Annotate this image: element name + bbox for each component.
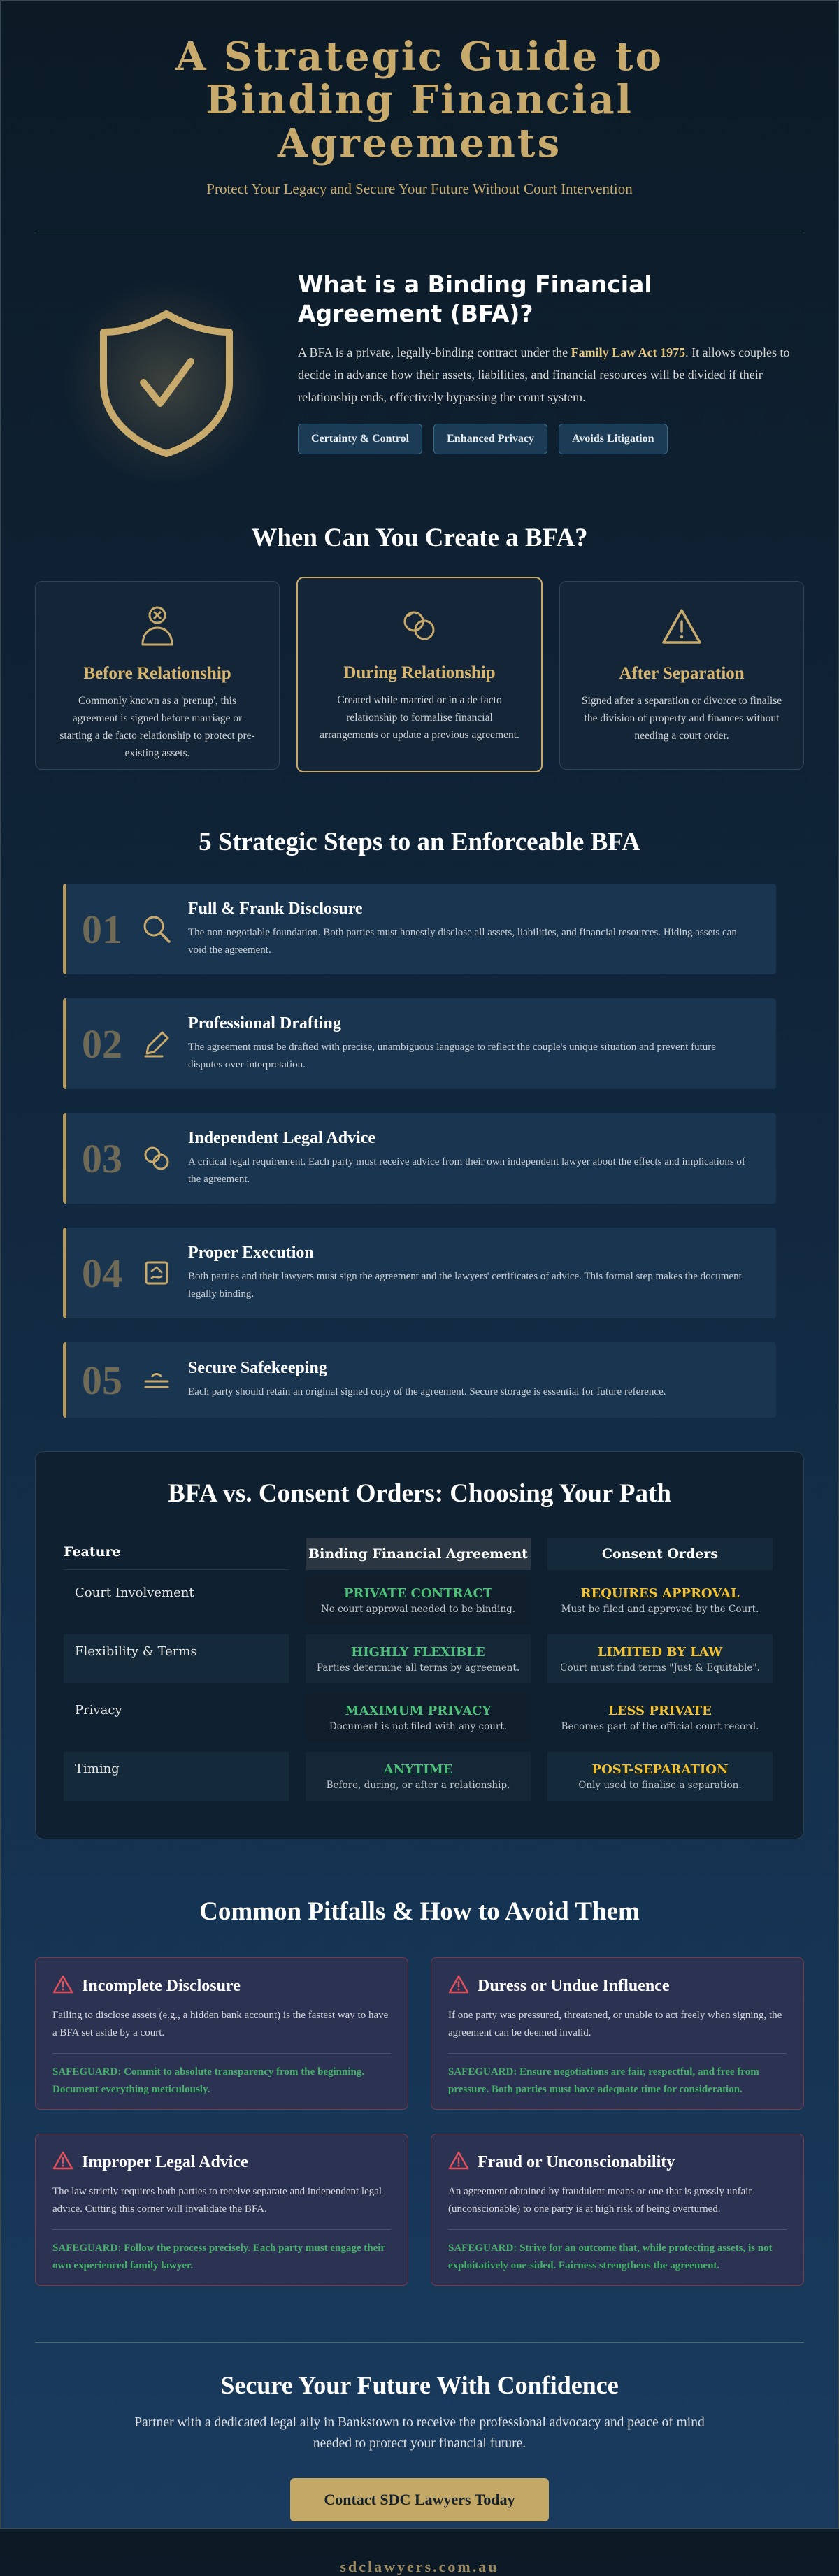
- bfa-cell: [306, 1752, 531, 1801]
- act-highlight: Family Law Act 1975: [571, 345, 686, 359]
- pitfall-card: [431, 2134, 804, 2286]
- step-number: 04: [82, 1250, 122, 1296]
- pitfall-text: If one party was pressured, threatened, or unable to act freely when signing, the agreement can be deemed invalid.: [448, 2010, 782, 2038]
- step-text: The agreement must be drafted with precise, unambiguous language to reflect the couple's unique situation and prevent future disputes over interpretation.: [188, 1041, 716, 1070]
- pitfall-text: Failing to disclose assets (e.g., a hidden bank account) is the fastest way to have a BFA set aside by a court.: [52, 2010, 389, 2038]
- bfa-value: ANYTIME: [383, 1762, 453, 1777]
- feature-cell: Privacy: [75, 1703, 122, 1718]
- step-number: 02: [82, 1021, 122, 1067]
- bfa-note: Document is not filed with any court.: [329, 1720, 508, 1732]
- safeguard-text: SAFEGUARD: Follow the process precisely. Each party must engage their own experienced family lawyer.: [52, 2243, 385, 2271]
- consent-cell: [547, 1693, 773, 1742]
- bfa-cell: [306, 1693, 531, 1742]
- safeguard-text: SAFEGUARD: Commit to absolute transparency from the beginning. Document everything meticulously.: [52, 2066, 365, 2095]
- safeguard-text: SAFEGUARD: Ensure negotiations are fair, respectful, and free from pressure. Both parties must have adequate time for consideration.: [448, 2066, 759, 2095]
- step-title: Proper Execution: [188, 1243, 314, 1262]
- benefit-pills: [298, 424, 804, 454]
- card-before-relationship: [35, 581, 280, 770]
- safe-storage-icon: [129, 1365, 184, 1395]
- card-during-relationship: [296, 577, 543, 772]
- consent-note: Becomes part of the official court record.: [561, 1720, 759, 1732]
- feature-cell: Timing: [64, 1752, 289, 1801]
- cta-text: Partner with a dedicated legal ally in Bankstown to receive the professional advocacy and peace of mind needed to protect your financial future.: [134, 2415, 705, 2451]
- when-section: [1, 523, 838, 772]
- pitfall-card: [35, 1957, 408, 2110]
- step-number: 01: [82, 906, 122, 952]
- pitfall-title: Duress or Undue Influence: [478, 1976, 670, 1995]
- signed-document-icon: [129, 1258, 184, 1288]
- step-text: A critical legal requirement. Each party must receive advice from their own independent lawyer about the effects and implications of the agreement.: [188, 1156, 745, 1185]
- header-feature: Feature: [64, 1544, 289, 1570]
- header-bfa: Binding Financial Agreement: [306, 1538, 531, 1570]
- card-after-separation: [559, 581, 804, 770]
- edit-icon: [129, 1028, 184, 1059]
- user-ring-icon: [36, 603, 279, 650]
- card-text: Commonly known as a 'prenup', this agreement is signed before marriage or starting a de facto relationship to protect pre-existing assets.: [59, 695, 255, 759]
- warning-icon: [560, 603, 803, 650]
- pitfall-title: Fraud or Unconscionability: [478, 2152, 675, 2171]
- table-row: [64, 1752, 775, 1801]
- warning-icon: [52, 1975, 73, 1997]
- pitfalls-section: [1, 1897, 838, 2286]
- consent-value: POST-SEPARATION: [591, 1762, 729, 1777]
- pitfall-text: The law strictly requires both parties to receive separate and independent legal advice. Cutting this corner will invalidate the BFA.: [52, 2186, 382, 2215]
- consent-value: LIMITED BY LAW: [597, 1644, 723, 1660]
- intro-body: A BFA is a private, legally-binding contract under the Family Law Act 1975. It allows couples to decide in advance how their assets, liabilities, and financial resources will be divided if their relationship ends, effectively bypassing the court system.: [298, 345, 790, 404]
- table-row: [64, 1693, 775, 1742]
- card-title: After Separation: [619, 664, 745, 683]
- step-title: Full & Frank Disclosure: [188, 899, 363, 918]
- step-number: 05: [82, 1357, 122, 1403]
- step-text: Each party should retain an original signed copy of the agreement. Secure storage is essential for future reference.: [188, 1386, 666, 1397]
- pill-privacy: Enhanced Privacy: [433, 424, 547, 454]
- step-title: Professional Drafting: [188, 1014, 341, 1032]
- bfa-note: No court approval needed to be binding.: [320, 1603, 516, 1615]
- table-row: [64, 1576, 775, 1625]
- page-title: A Strategic Guide to Binding Financial Agreements: [175, 34, 664, 166]
- step-number: 03: [82, 1135, 122, 1181]
- consent-value: LESS PRIVATE: [608, 1703, 712, 1718]
- bfa-note: Before, during, or after a relationship.: [326, 1779, 510, 1791]
- when-title: When Can You Create a BFA?: [251, 524, 588, 552]
- bfa-cell: [306, 1634, 531, 1683]
- table-header: [64, 1538, 775, 1570]
- bfa-value: MAXIMUM PRIVACY: [345, 1703, 492, 1718]
- table-row: [64, 1634, 775, 1683]
- bfa-note: Parties determine all terms by agreement.: [316, 1662, 520, 1674]
- consent-note: Court must find terms "Just & Equitable".: [560, 1662, 760, 1674]
- linked-rings-icon: [129, 1143, 184, 1174]
- header: [1, 1, 838, 198]
- pitfalls-title: Common Pitfalls & How to Avoid Them: [199, 1897, 640, 1926]
- step-title: Independent Legal Advice: [188, 1128, 376, 1147]
- consent-value: REQUIRES APPROVAL: [580, 1585, 740, 1601]
- feature-cell: Flexibility & Terms: [64, 1634, 289, 1683]
- comparison-title: BFA vs. Consent Orders: Choosing Your Path: [168, 1479, 671, 1508]
- card-title: During Relationship: [343, 663, 496, 682]
- warning-icon: [448, 2151, 469, 2173]
- step-item: [63, 1342, 776, 1418]
- divider: [35, 2342, 804, 2343]
- warning-icon: [448, 1975, 469, 1997]
- feature-cell: Court Involvement: [75, 1585, 194, 1600]
- header-consent-orders: Consent Orders: [547, 1538, 773, 1570]
- steps-title: 5 Strategic Steps to an Enforceable BFA: [199, 828, 640, 856]
- linked-rings-icon: [298, 602, 541, 649]
- bfa-value: HIGHLY FLEXIBLE: [351, 1644, 485, 1660]
- card-text: Signed after a separation or divorce to finalise the division of property and finances without needing a court order.: [581, 695, 782, 742]
- step-text: The non-negotiable foundation. Both parties must honestly disclose all assets, liabilities, and financial resources. Hiding assets can void the agreement.: [188, 926, 737, 956]
- search-icon: [129, 914, 184, 944]
- consent-note: Only used to finalise a separation.: [578, 1779, 742, 1791]
- pill-certainty: Certainty & Control: [298, 424, 422, 454]
- step-text: Both parties and their lawyers must sign the agreement and the lawyers' certificates of advice. This formal step makes the document legally binding.: [188, 1270, 742, 1300]
- steps-section: [1, 827, 838, 1418]
- card-title: Before Relationship: [83, 664, 231, 683]
- step-title: Secure Safekeeping: [188, 1359, 327, 1377]
- intro-section: [35, 267, 804, 498]
- pitfall-title: Improper Legal Advice: [82, 2152, 248, 2171]
- consent-note: Must be filed and approved by the Court.: [561, 1603, 759, 1615]
- pitfall-card: [431, 1957, 804, 2110]
- step-item: [63, 1228, 776, 1318]
- consent-cell: [547, 1576, 773, 1625]
- page-subtitle: Protect Your Legacy and Secure Your Future Without Court Intervention: [206, 180, 633, 197]
- website-link[interactable]: sdclawyers.com.au: [340, 2558, 499, 2575]
- comparison-section: [35, 1451, 804, 1839]
- contact-button[interactable]: Contact SDC Lawyers Today: [290, 2478, 548, 2521]
- cta-title: Secure Your Future With Confidence: [220, 2371, 619, 2399]
- safeguard-text: SAFEGUARD: Strive for an outcome that, while protecting assets, is not exploitatively one-sided. Fairness strengthens the agreement.: [448, 2243, 773, 2271]
- pitfall-text: An agreement obtained by fraudulent means or one that is grossly unfair (unconscionable) to one party is at high risk of being overturned.: [448, 2186, 752, 2215]
- step-item: [63, 1113, 776, 1204]
- step-item: [63, 998, 776, 1089]
- shield-check-icon: [35, 267, 298, 498]
- warning-icon: [52, 2151, 73, 2173]
- bfa-cell: [306, 1576, 531, 1625]
- consent-cell: [547, 1634, 773, 1683]
- pitfall-card: [35, 2134, 408, 2286]
- cta-section: [1, 2370, 838, 2576]
- step-item: [63, 884, 776, 974]
- pitfall-title: Incomplete Disclosure: [82, 1976, 241, 1995]
- intro-title: What is a Binding Financial Agreement (BFA)?: [298, 271, 652, 327]
- comparison-table: [64, 1538, 775, 1801]
- bfa-value: PRIVATE CONTRACT: [343, 1585, 493, 1601]
- pill-litigation: Avoids Litigation: [559, 424, 668, 454]
- card-text: Created while married or in a de facto relationship to formalise financial arrangements or update a previous agreement.: [320, 694, 519, 741]
- consent-cell: [547, 1752, 773, 1801]
